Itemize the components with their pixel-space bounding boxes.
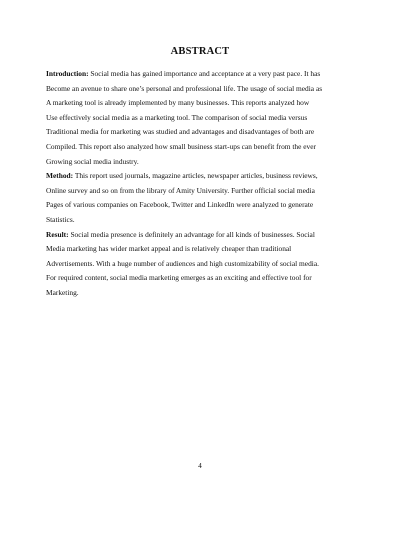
method-line-3: Pages of various companies on Facebook, Twitter and LinkedIn were analyzed to generate	[46, 200, 314, 210]
result-line-5: Marketing.	[46, 287, 79, 297]
method-line-4: Statistics.	[46, 214, 75, 224]
method-text-1: This report used journals, magazine articles, newspaper articles, business reviews,	[73, 171, 318, 181]
introduction-line-1	[46, 67, 356, 82]
introduction-line-7: Growing social media industry.	[46, 156, 139, 166]
page-title: ABSTRACT	[170, 46, 230, 57]
abstract-body	[46, 67, 356, 301]
result-line-1	[46, 228, 356, 243]
method-label: Method:	[46, 171, 74, 181]
introduction-line-3: A marketing tool is already implemented by many businesses. This reports analyzed how	[46, 98, 310, 108]
result-line-4: For required content, social media marketing emerges as an exciting and effective tool for	[46, 273, 312, 283]
introduction-line-6: Compiled. This report also analyzed how small business start-ups can benefit from the ever	[46, 141, 316, 151]
introduction-line-4: Use effectively social media as a marketing tool. The comparison of social media versus	[46, 112, 308, 122]
result-line-2: Media marketing has wider market appeal and is relatively cheaper than traditional	[46, 244, 292, 254]
introduction-line-2: Become an avenue to share one’s personal and professional life. The usage of social media as	[46, 83, 323, 93]
introduction-label: Introduction:	[46, 69, 89, 78]
introduction-line-5: Traditional media for marketing was studied and advantages and disadvantages of both are	[46, 127, 315, 137]
method-line-2: Online survey and so on from the library of Amity University. Further official social media	[46, 185, 315, 195]
page-number: 4	[198, 461, 202, 470]
result-text-1: Social media presence is definitely an advantage for all kinds of businesses. Social	[68, 229, 315, 239]
method-line-1	[46, 169, 356, 184]
result-line-3: Advertisements. With a huge number of audiences and high customizability of social media.	[46, 258, 319, 268]
result-label: Result:	[46, 229, 69, 239]
introduction-text-1: Social media has gained importance and acceptance at a very past pace. It has	[88, 69, 321, 78]
